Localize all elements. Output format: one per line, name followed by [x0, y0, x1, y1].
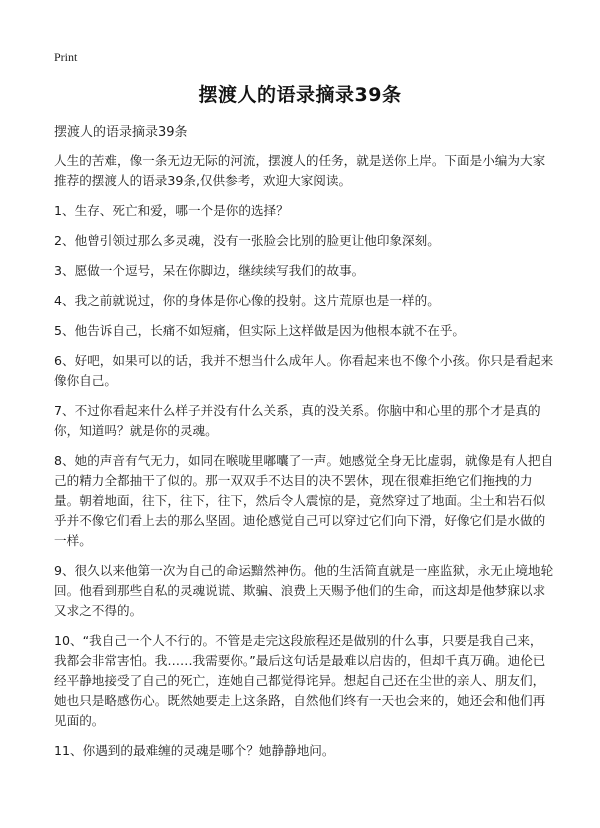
- intro-paragraph: 人生的苦难，像一条无边无际的河流，摆渡人的任务，就是送你上岸。下面是小编为大家推荐的摆渡人的语录39条,仅供参考，欢迎大家阅读。: [54, 153, 546, 188]
- article-body: [54, 151, 554, 771]
- quote-item: 1、生存、死亡和爱，哪一个是你的选择？: [54, 203, 289, 218]
- quote-item: 10、“我自己一个人不行的。不管是走完这段旅程还是做别的什么事，只要是我自己来，我都会非常害怕。我……我需要你。”最后这句话是最难以启齿的，但却千真万确。迪伦已经平静地接受了自己的死亡，连她自己都觉得诧异。想起自己还在尘世的亲人、朋友们，她也只是略感伤心。既然她要走上这条路，自然他们终有一天也会来的，她还会和他们再见面的。: [54, 633, 546, 728]
- quote-item: 9、很久以来他第一次为自己的命运黯然神伤。他的生活简直就是一座监狱，永无止境地轮回。他看到那些自私的灵魂说谎、欺骗、浪费上天赐予他们的生命，而这却是他梦寐以求又求之不得的。: [54, 563, 554, 618]
- quote-item: 4、我之前就说过，你的身体是你心像的投射。这片荒原也是一样的。: [54, 293, 440, 308]
- quote-item: 2、他曾引领过那么多灵魂，没有一张脸会比别的脸更让他印象深刻。: [54, 233, 440, 248]
- quote-item: 3、愿做一个逗号，呆在你脚边，继续续写我们的故事。: [54, 263, 365, 278]
- page-subtitle: 摆渡人的语录摘录39条: [54, 125, 188, 140]
- quote-item: 8、她的声音有气无力，如同在喉咙里嘟囔了一声。她感觉全身无比虚弱，就像是有人把自己的精力全都抽干了似的。那一双双手不达目的决不罢休，现在很难拒绝它们拖拽的力量。朝着地面，往下，往下，往下，然后令人震惊的是，竟然穿过了地面。尘土和岩石似乎并不像它们看上去的那么坚固。迪伦感觉自己可以穿过它们向下滑，好像它们是水做的一样。: [54, 453, 554, 548]
- quote-item: 6、好吧，如果可以的话，我并不想当什么成年人。你看起来也不像个小孩。你只是看起来像你自己。: [54, 353, 554, 388]
- print-link[interactable]: Print: [54, 50, 78, 64]
- quote-item: 11、你遇到的最难缠的灵魂是哪个？她静静地问。: [54, 743, 335, 758]
- quote-item: 7、不过你看起来什么样子并没有什么关系，真的没关系。你脑中和心里的那个才是真的你，知道吗？就是你的灵魂。: [54, 403, 541, 438]
- page-title: 摆渡人的语录摘录39条: [198, 84, 402, 106]
- quote-item: 5、他告诉自己，长痛不如短痛，但实际上这样做是因为他根本就不在乎。: [54, 323, 466, 338]
